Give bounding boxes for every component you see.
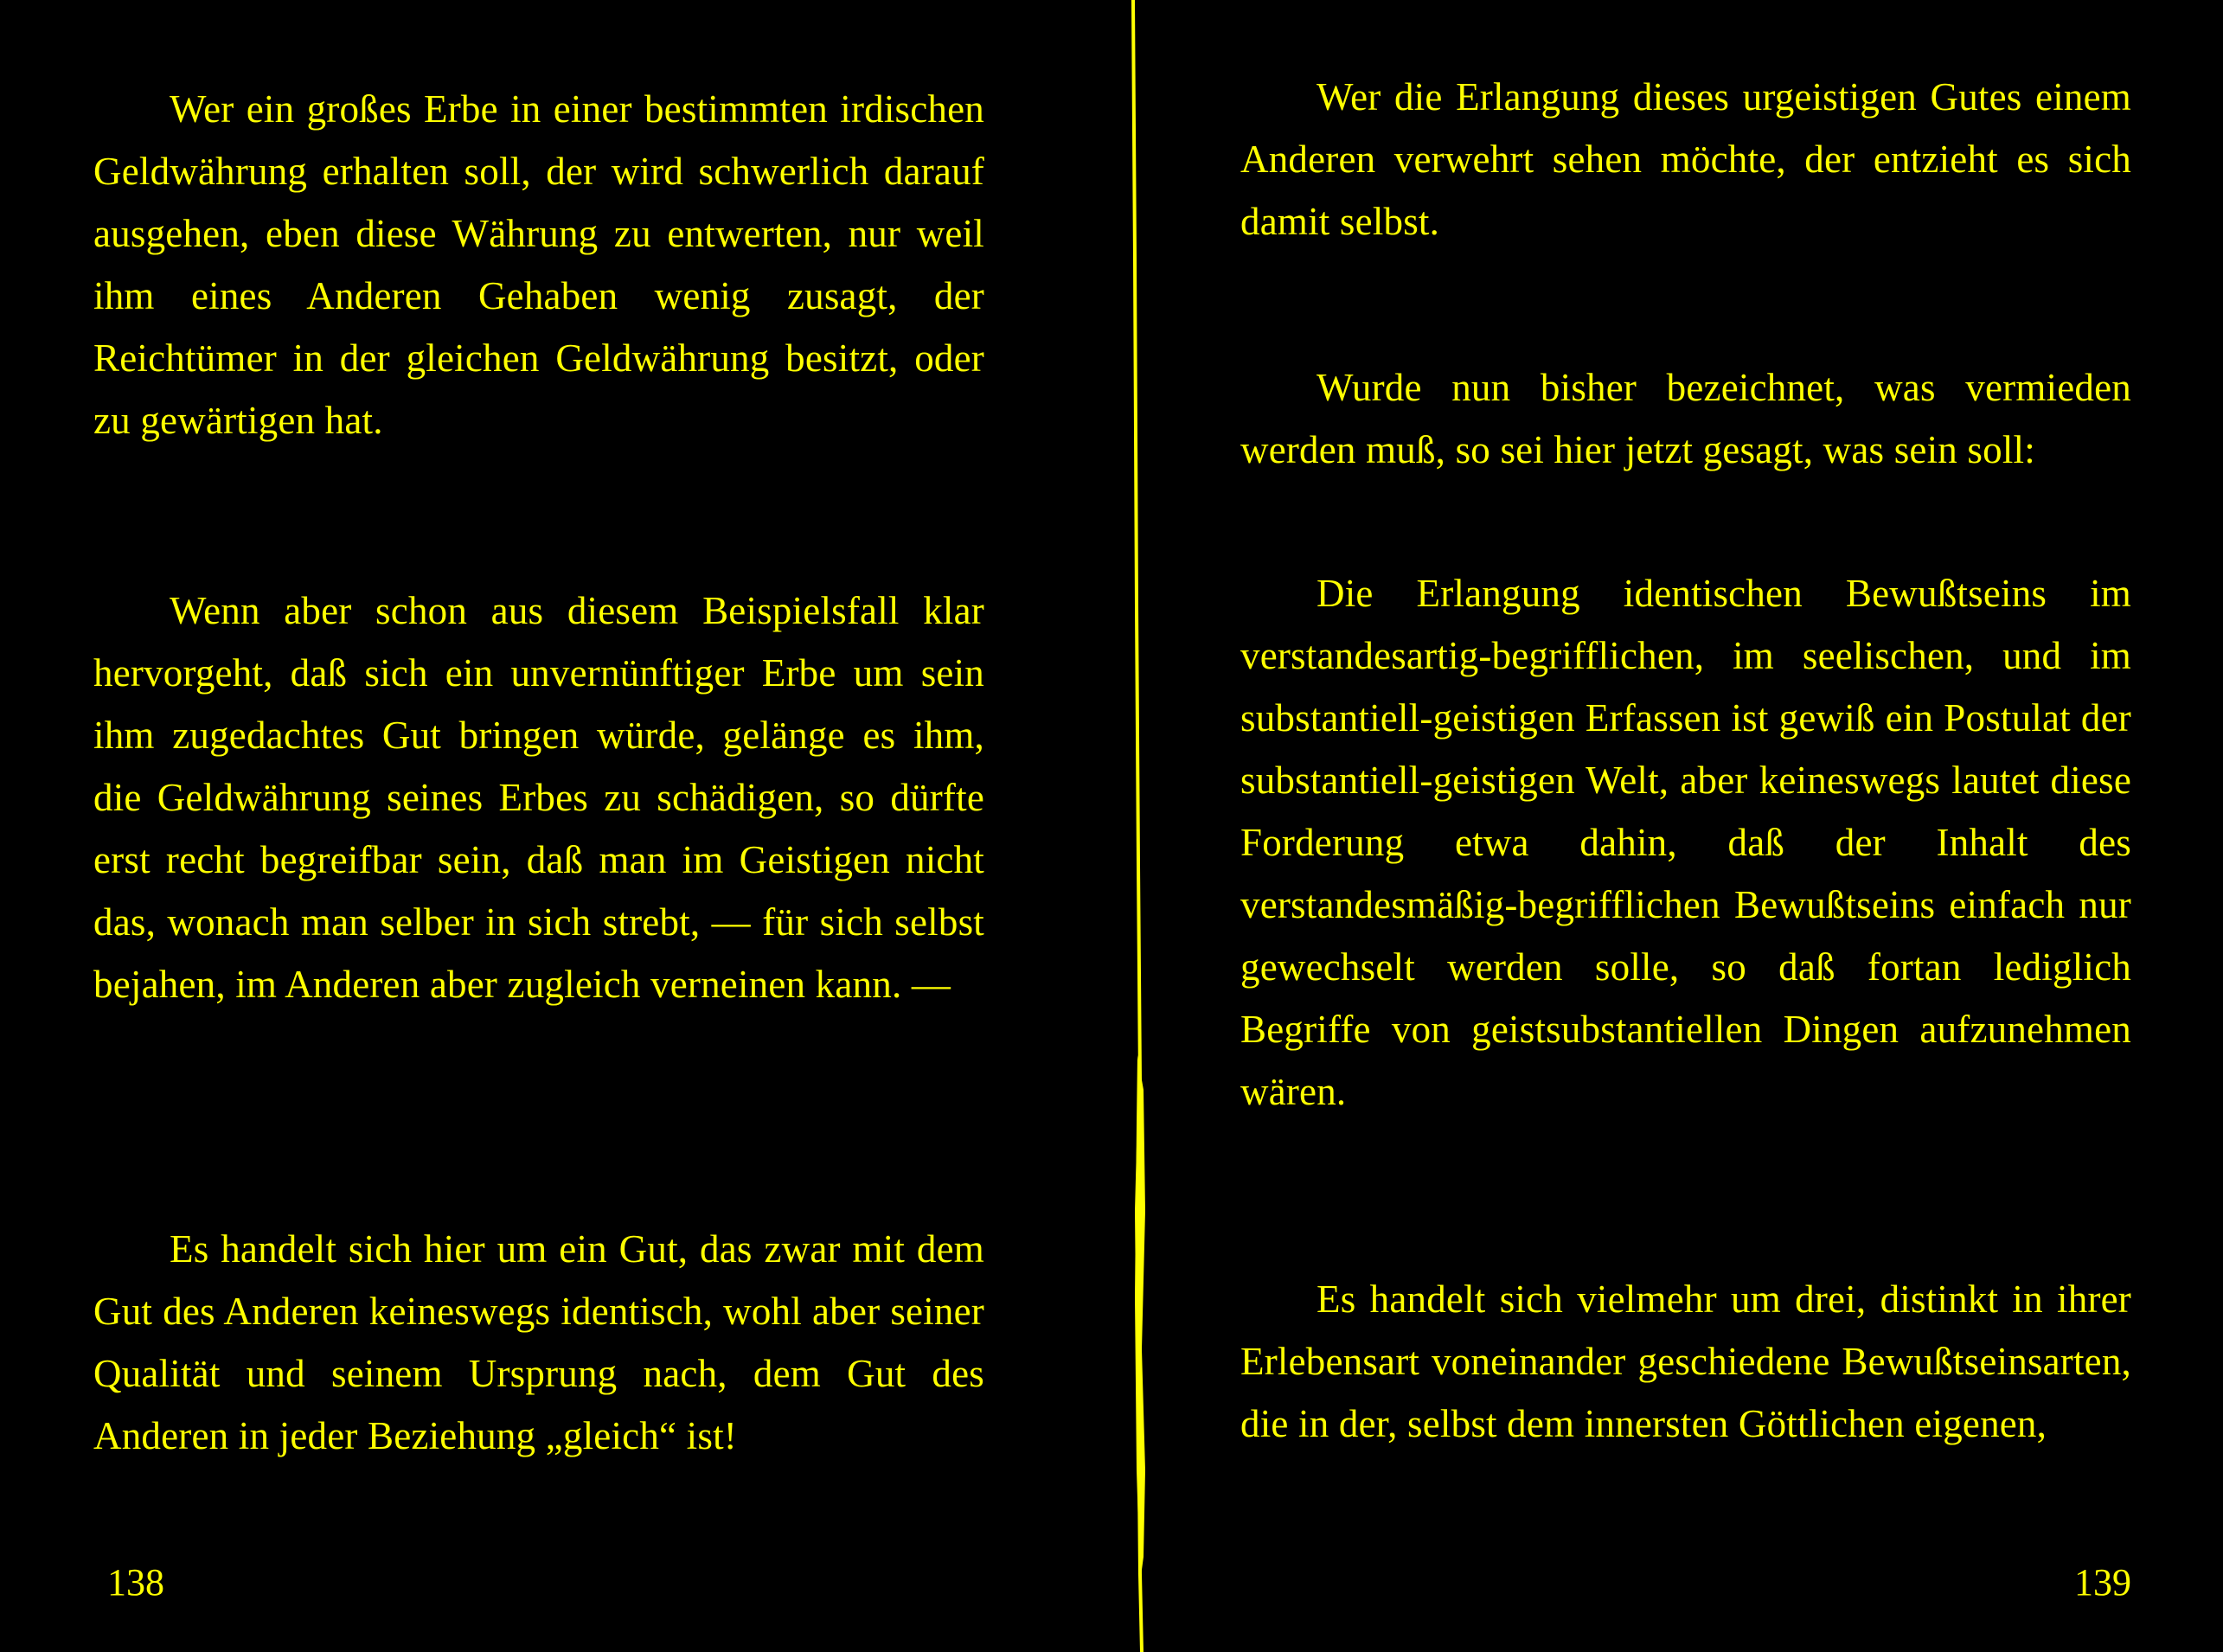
- left-paragraph-1: Wer ein großes Erbe in einer bestimmten irdischen Geldwährung erhalten soll, der wird schwerlich darauf ausgehen, eben diese Währung zu entwerten, nur weil ihm eines Anderen Gehaben wenig zusagt, der Reichtümer in der gleichen Geldwährung besitzt, oder zu gewärtigen hat.: [93, 87, 984, 442]
- right-paragraph-2: Wurde nun bisher bezeichnet, was vermieden werden muß, so sei hier jetzt gesagt, was sein soll:: [1240, 366, 2131, 471]
- left-page: [93, 0, 984, 1652]
- page-number-left: 138: [107, 1561, 164, 1604]
- right-paragraph-4: Es handelt sich vielmehr um drei, distinkt in ihrer Erlebensart voneinander geschiedene Bewußtseinsarten, die in der, selbst dem innersten Göttlichen eigenen,: [1240, 1277, 2131, 1445]
- left-paragraph-2: Wenn aber schon aus diesem Beispielsfall klar hervorgeht, daß sich ein unvernünftiger Erbe um sein ihm zugedachtes Gut bringen würde, gelänge es ihm, die Geldwährung seines Erbes zu schädigen, so dürfte erst recht begreifbar sein, daß man im Geistigen nicht das, wonach man selber in sich strebt, — für sich selbst bejahen, im Anderen aber zugleich verneinen kann. —: [93, 589, 984, 1006]
- page-number-right: 139: [2074, 1561, 2131, 1604]
- right-paragraph-1: Wer die Erlangung dieses urgeistigen Gutes einem Anderen verwehrt sehen möchte, der entzieht es sich damit selbst.: [1240, 75, 2131, 243]
- right-paragraph-3: Die Erlangung identischen Bewußtseins im verstandesartig-begrifflichen, im seelischen, und im substantiell-geistigen Erfassen ist gewiß ein Postulat der substantiell-geistigen Welt, aber keineswegs lautet diese Forderung etwa dahin, daß der Inhalt des verstandesmäßig-begrifflichen Bewußtseins einfach nur gewechselt werden solle, so daß fortan lediglich Begriffe von geistsubstantiellen Dingen aufzunehmen wären.: [1240, 572, 2131, 1113]
- right-page: [1240, 0, 2131, 1652]
- book-gutter: [1124, 0, 1156, 1652]
- left-paragraph-3: Es handelt sich hier um ein Gut, das zwar mit dem Gut des Anderen keineswegs identisch, wohl aber seiner Qualität und seinem Ursprung nach, dem Gut des Anderen in jeder Beziehung „gleich“ ist!: [93, 1227, 984, 1457]
